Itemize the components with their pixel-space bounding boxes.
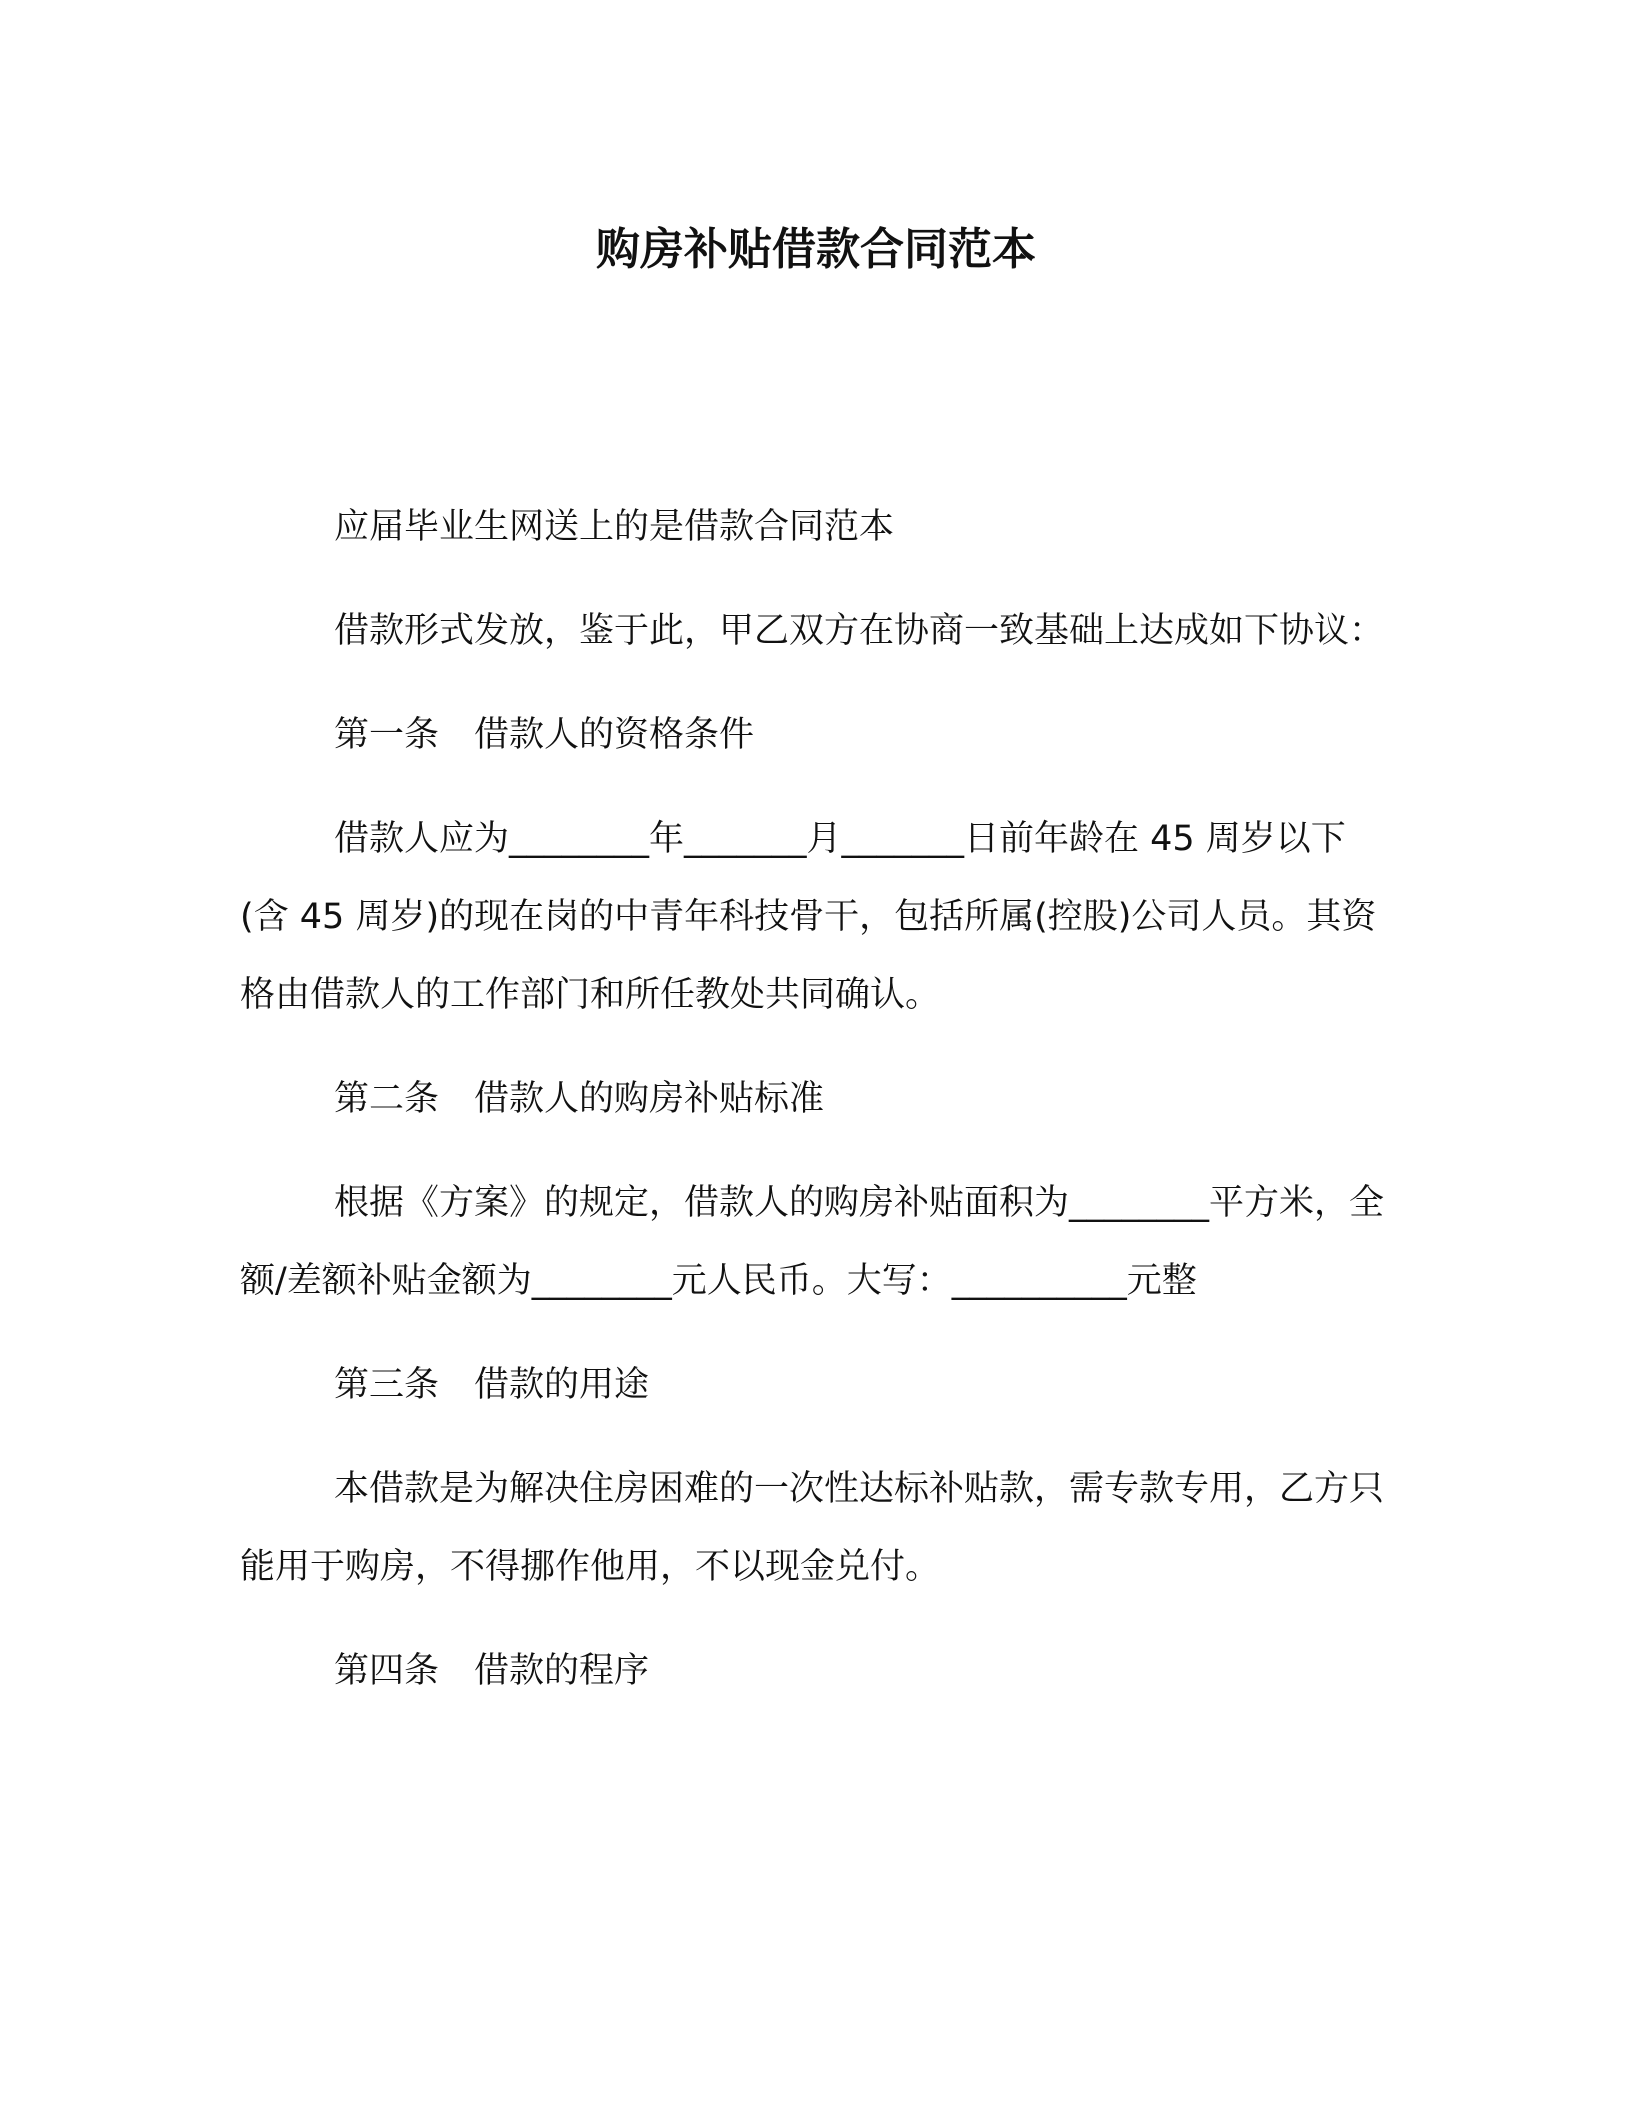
document-body bbox=[240, 488, 1390, 1736]
agreement-paragraph: 借款形式发放，鉴于此，甲乙双方在协商一致基础上达成如下协议： bbox=[334, 611, 1385, 651]
article-4-heading: 第四条 借款的程序 bbox=[334, 1651, 650, 1691]
article-2-heading: 第二条 借款人的购房补贴标准 bbox=[334, 1079, 825, 1119]
article-3-heading: 第三条 借款的用途 bbox=[334, 1365, 650, 1405]
document-title: 购房补贴借款合同范本 bbox=[596, 224, 1036, 275]
article-1-heading: 第一条 借款人的资格条件 bbox=[334, 715, 755, 755]
article-3-text: 本借款是为解决住房困难的一次性达标补贴款，需专款专用，乙方只能用于购房，不得挪作他用，不以现金兑付。 bbox=[240, 1469, 1385, 1587]
article-2-text: 根据《方案》的规定，借款人的购房补贴面积为________平方米，全额/差额补贴金额为________元人民币。大写：__________元整 bbox=[240, 1183, 1385, 1301]
article-1-text: 借款人应为________年_______月_______日前年龄在 45 周岁以下(含 45 周岁)的现在岗的中青年科技骨干，包括所属(控股)公司人员。其资格由借款人的工作部门和所任教处共同确认。 bbox=[240, 819, 1377, 1015]
intro-paragraph: 应届毕业生网送上的是借款合同范本 bbox=[334, 507, 895, 547]
